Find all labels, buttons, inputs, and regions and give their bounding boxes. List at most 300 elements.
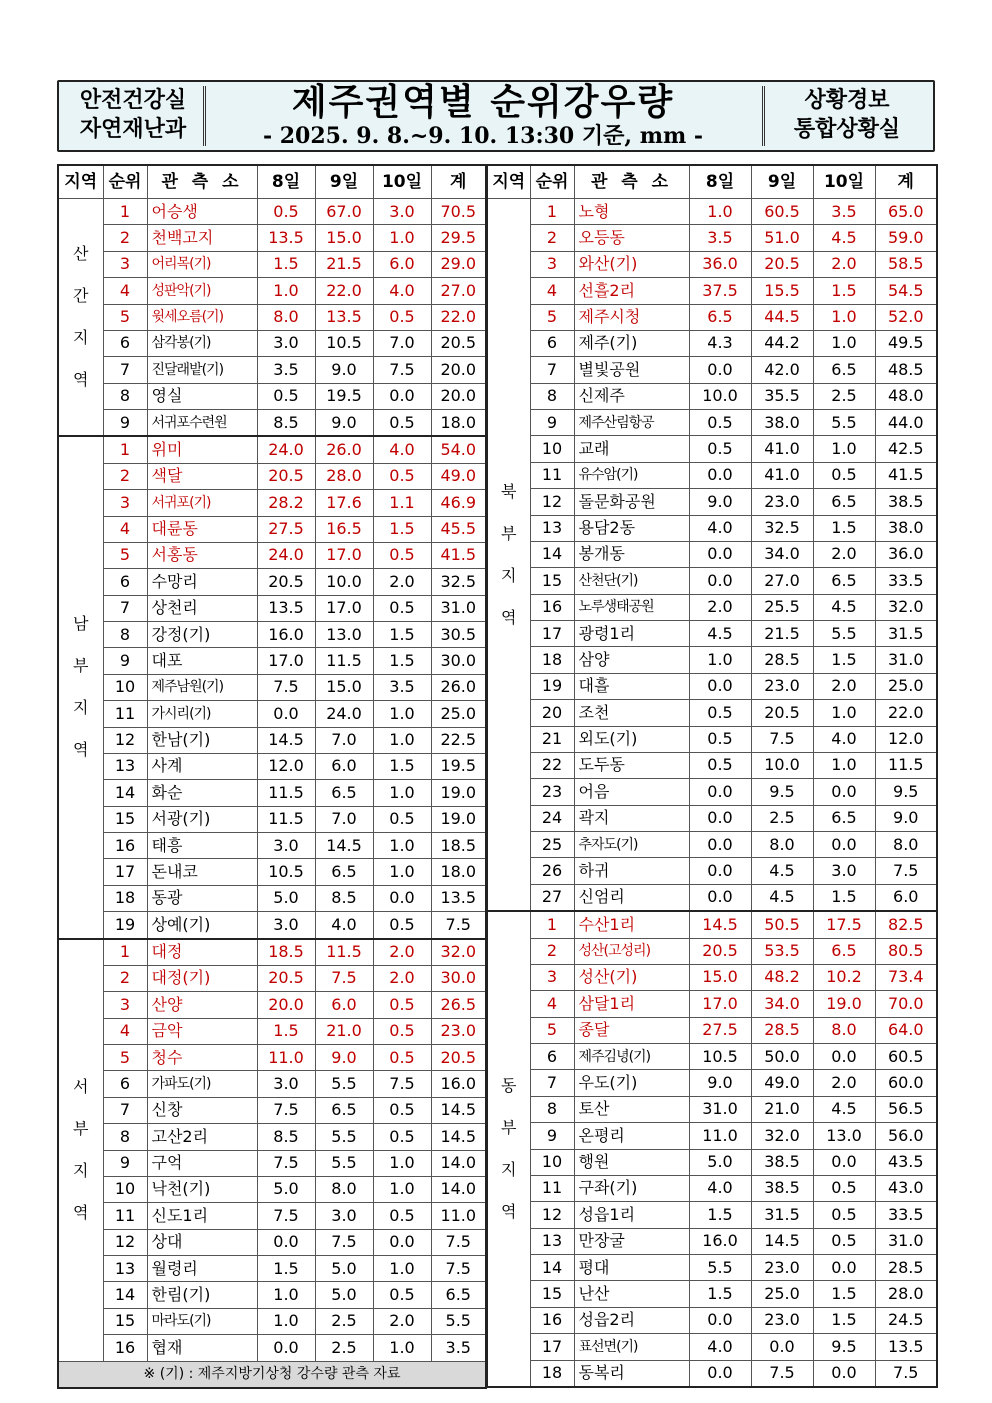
table-row — [58, 516, 486, 542]
total-value: 56.5 — [875, 1096, 937, 1122]
day9-value: 25.5 — [751, 594, 813, 620]
day8-value: 11.5 — [257, 780, 315, 806]
table-row — [487, 1334, 937, 1360]
rank-cell: 26 — [530, 858, 574, 884]
day10-value: 6.0 — [373, 251, 431, 277]
day8-value: 9.0 — [689, 1070, 751, 1096]
day9-value: 34.0 — [751, 991, 813, 1017]
day10-value: 5.5 — [813, 621, 875, 647]
total-value: 32.0 — [431, 939, 486, 966]
rank-cell: 19 — [530, 673, 574, 699]
total-value: 32.5 — [431, 569, 486, 595]
total-value: 18.0 — [431, 410, 486, 437]
station-name: 상대 — [147, 1229, 257, 1255]
day9-value: 32.5 — [751, 515, 813, 541]
rank-cell: 22 — [530, 752, 574, 778]
total-value: 7.5 — [431, 1256, 486, 1282]
day10-value: 0.5 — [373, 542, 431, 568]
day9-value: 44.5 — [751, 304, 813, 330]
day8-value: 13.5 — [257, 595, 315, 621]
table-row — [58, 648, 486, 674]
day10-value: 0.5 — [813, 462, 875, 488]
total-value: 23.0 — [431, 1018, 486, 1044]
total-value: 52.0 — [875, 304, 937, 330]
day10-value: 13.0 — [813, 1123, 875, 1149]
table-row — [58, 304, 486, 330]
table-row — [487, 594, 937, 620]
day10-value: 3.5 — [813, 199, 875, 225]
station-name: 대정 — [147, 939, 257, 966]
table-row — [58, 330, 486, 356]
day8-value: 10.5 — [257, 859, 315, 885]
day8-value: 0.0 — [257, 1335, 315, 1361]
table-row — [487, 779, 937, 805]
rank-cell: 6 — [530, 330, 574, 356]
table-row — [487, 1149, 937, 1175]
day10-value: 1.0 — [813, 436, 875, 462]
day8-value: 17.0 — [689, 991, 751, 1017]
table-row — [487, 304, 937, 330]
table-row — [58, 1124, 486, 1150]
day8-value: 0.0 — [689, 1360, 751, 1387]
total-value: 5.5 — [431, 1308, 486, 1334]
day9-value: 17.0 — [315, 595, 373, 621]
day9-value: 41.0 — [751, 436, 813, 462]
table-row — [58, 199, 486, 225]
total-value: 46.9 — [431, 490, 486, 516]
day10-value: 1.5 — [813, 1281, 875, 1307]
total-value: 42.5 — [875, 436, 937, 462]
table-row — [58, 278, 486, 304]
total-value: 7.5 — [431, 1229, 486, 1255]
total-value: 3.5 — [431, 1335, 486, 1361]
rank-cell: 8 — [530, 1096, 574, 1122]
table-row — [58, 225, 486, 251]
rank-cell: 3 — [103, 251, 147, 277]
table-row — [487, 726, 937, 752]
rank-cell: 25 — [530, 832, 574, 858]
day8-value: 0.5 — [257, 199, 315, 225]
day8-value: 8.5 — [257, 1124, 315, 1150]
day8-value: 4.0 — [689, 1175, 751, 1201]
total-value: 13.5 — [875, 1334, 937, 1360]
day10-value: 2.5 — [813, 383, 875, 409]
table-row — [58, 1308, 486, 1334]
col-header-station: 관 측 소 — [574, 165, 689, 199]
day8-value: 11.5 — [257, 806, 315, 832]
table-row — [487, 1123, 937, 1149]
day10-value: 19.0 — [813, 991, 875, 1017]
table-row — [487, 568, 937, 594]
rank-cell: 6 — [103, 330, 147, 356]
total-value: 6.0 — [875, 884, 937, 911]
total-value: 16.0 — [431, 1071, 486, 1097]
page-subtitle: - 2025. 9. 8.~9. 10. 13:30 기준, mm - — [262, 123, 704, 149]
total-value: 7.5 — [431, 912, 486, 939]
table-row — [487, 1175, 937, 1201]
day9-value: 14.5 — [315, 833, 373, 859]
day8-value: 5.5 — [689, 1255, 751, 1281]
station-name: 행원 — [574, 1149, 689, 1175]
region-name: 서부지역 — [73, 1077, 89, 1222]
day10-value: 4.5 — [813, 594, 875, 620]
day10-value: 1.0 — [373, 780, 431, 806]
region-label — [58, 199, 103, 437]
department-line-1: 안전건강실 — [79, 88, 187, 113]
day10-value: 0.5 — [813, 1202, 875, 1228]
col-header-day9: 9일 — [751, 165, 813, 199]
rank-cell: 15 — [530, 568, 574, 594]
day10-value: 0.5 — [373, 1203, 431, 1229]
total-value: 19.5 — [431, 753, 486, 779]
station-name: 하귀 — [574, 858, 689, 884]
day9-value: 23.0 — [751, 489, 813, 515]
day10-value: 0.0 — [373, 1229, 431, 1255]
col-header-day9: 9일 — [315, 165, 373, 199]
day10-value: 1.0 — [813, 700, 875, 726]
rank-cell: 18 — [103, 885, 147, 911]
table-header-row — [487, 165, 937, 199]
day10-value: 2.0 — [373, 1308, 431, 1334]
day10-value: 2.0 — [813, 251, 875, 277]
table-row — [58, 701, 486, 727]
day9-value: 6.0 — [315, 992, 373, 1018]
day9-value: 21.0 — [315, 1018, 373, 1044]
station-name: 수망리 — [147, 569, 257, 595]
region-name: 남부지역 — [73, 614, 89, 760]
day9-value: 0.0 — [751, 1334, 813, 1360]
rank-cell: 5 — [530, 304, 574, 330]
table-row — [487, 1096, 937, 1122]
day8-value: 3.0 — [257, 1071, 315, 1097]
total-value: 14.0 — [431, 1176, 486, 1202]
total-value: 36.0 — [875, 541, 937, 567]
table-row — [58, 490, 486, 516]
total-value: 22.0 — [875, 700, 937, 726]
day9-value: 9.0 — [315, 357, 373, 383]
day8-value: 3.5 — [689, 225, 751, 251]
day9-value: 51.0 — [751, 225, 813, 251]
station-name: 제주남원(기) — [147, 674, 257, 700]
day8-value: 0.0 — [689, 805, 751, 831]
rank-cell: 4 — [530, 991, 574, 1017]
table-row — [487, 1070, 937, 1096]
table-row — [487, 938, 937, 964]
rank-cell: 15 — [103, 1308, 147, 1334]
total-value: 56.0 — [875, 1123, 937, 1149]
station-name: 낙천(기) — [147, 1176, 257, 1202]
total-value: 30.0 — [431, 648, 486, 674]
table-row — [487, 251, 937, 277]
day8-value: 20.5 — [257, 965, 315, 991]
rank-cell: 12 — [530, 489, 574, 515]
day10-value: 0.0 — [813, 1149, 875, 1175]
rank-cell: 6 — [103, 1071, 147, 1097]
rank-cell: 13 — [103, 1256, 147, 1282]
total-value: 25.0 — [875, 673, 937, 699]
day9-value: 48.2 — [751, 964, 813, 990]
day10-value: 1.0 — [813, 330, 875, 356]
rank-cell: 5 — [103, 1045, 147, 1071]
total-value: 22.0 — [431, 304, 486, 330]
title-block — [209, 82, 757, 150]
rank-cell: 9 — [530, 410, 574, 436]
table-row — [487, 1044, 937, 1070]
station-name: 곽지 — [574, 805, 689, 831]
table-row — [487, 647, 937, 673]
rank-cell: 27 — [530, 884, 574, 911]
day9-value: 38.0 — [751, 410, 813, 436]
day8-value: 0.5 — [689, 700, 751, 726]
day9-value: 17.6 — [315, 490, 373, 516]
rank-cell: 21 — [530, 726, 574, 752]
rank-cell: 2 — [530, 938, 574, 964]
day10-value: 1.5 — [373, 622, 431, 648]
day9-value: 21.5 — [751, 621, 813, 647]
station-name: 도두동 — [574, 752, 689, 778]
rank-cell: 15 — [103, 806, 147, 832]
total-value: 31.5 — [875, 621, 937, 647]
station-name: 성읍1리 — [574, 1202, 689, 1228]
day10-value: 1.0 — [373, 727, 431, 753]
table-row — [487, 991, 937, 1017]
day10-value: 6.5 — [813, 568, 875, 594]
rank-cell: 6 — [530, 1044, 574, 1070]
day9-value: 20.5 — [751, 251, 813, 277]
station-name: 평대 — [574, 1255, 689, 1281]
day8-value: 0.0 — [689, 673, 751, 699]
table-row — [58, 1097, 486, 1123]
station-name: 유수암(기) — [574, 462, 689, 488]
day10-value: 7.5 — [373, 1071, 431, 1097]
rank-cell: 2 — [103, 463, 147, 489]
day8-value: 0.5 — [257, 383, 315, 409]
day9-value: 7.5 — [751, 726, 813, 752]
station-name: 색달 — [147, 463, 257, 489]
day9-value: 5.5 — [315, 1150, 373, 1176]
total-value: 65.0 — [875, 199, 937, 225]
day8-value: 0.5 — [689, 436, 751, 462]
day8-value: 13.5 — [257, 225, 315, 251]
total-value: 7.5 — [875, 858, 937, 884]
table-row — [487, 805, 937, 831]
day10-value: 2.0 — [373, 939, 431, 966]
day10-value: 0.5 — [373, 1018, 431, 1044]
table-row — [487, 858, 937, 884]
day8-value: 12.0 — [257, 753, 315, 779]
day9-value: 5.0 — [315, 1256, 373, 1282]
day9-value: 7.5 — [315, 1229, 373, 1255]
rank-cell: 23 — [530, 779, 574, 805]
day9-value: 7.0 — [315, 806, 373, 832]
station-name: 삼달1리 — [574, 991, 689, 1017]
station-name: 용담2동 — [574, 515, 689, 541]
day8-value: 11.0 — [689, 1123, 751, 1149]
office-block — [762, 86, 929, 146]
day9-value: 67.0 — [315, 199, 373, 225]
total-value: 48.0 — [875, 383, 937, 409]
station-name: 교래 — [574, 436, 689, 462]
day9-value: 6.5 — [315, 780, 373, 806]
day8-value: 0.0 — [689, 858, 751, 884]
rank-cell: 10 — [530, 1149, 574, 1175]
day10-value: 0.5 — [373, 410, 431, 437]
station-name: 태흥 — [147, 833, 257, 859]
rank-cell: 8 — [103, 622, 147, 648]
station-name: 돈내코 — [147, 859, 257, 885]
day8-value: 1.5 — [689, 1202, 751, 1228]
total-value: 19.0 — [431, 806, 486, 832]
day10-value: 1.5 — [813, 647, 875, 673]
station-name: 한림(기) — [147, 1282, 257, 1308]
col-header-rank: 순위 — [530, 165, 574, 199]
day9-value: 5.5 — [315, 1124, 373, 1150]
station-name: 만장굴 — [574, 1228, 689, 1254]
day10-value: 6.5 — [813, 489, 875, 515]
day9-value: 28.5 — [751, 1017, 813, 1043]
page-title: 제주권역별 순위강우량 — [291, 82, 675, 123]
total-value: 14.0 — [431, 1150, 486, 1176]
rank-cell: 9 — [103, 648, 147, 674]
day8-value: 1.5 — [257, 1018, 315, 1044]
rank-cell: 3 — [530, 251, 574, 277]
day9-value: 8.0 — [315, 1176, 373, 1202]
day10-value: 6.5 — [813, 357, 875, 383]
day8-value: 1.0 — [689, 199, 751, 225]
table-row — [487, 1017, 937, 1043]
total-value: 20.5 — [431, 330, 486, 356]
day8-value: 7.5 — [257, 1203, 315, 1229]
station-name: 구좌(기) — [574, 1175, 689, 1201]
left-rainfall-table — [57, 164, 487, 1389]
day10-value: 6.5 — [813, 938, 875, 964]
day10-value: 6.5 — [813, 805, 875, 831]
day10-value: 9.5 — [813, 1334, 875, 1360]
station-name: 서귀포수련원 — [147, 410, 257, 437]
day8-value: 10.0 — [689, 383, 751, 409]
day10-value: 0.0 — [813, 1360, 875, 1387]
total-value: 82.5 — [875, 911, 937, 938]
rank-cell: 13 — [530, 1228, 574, 1254]
total-value: 33.5 — [875, 1202, 937, 1228]
day9-value: 41.0 — [751, 462, 813, 488]
day10-value: 0.0 — [373, 383, 431, 409]
day10-value: 1.5 — [373, 648, 431, 674]
region-label — [487, 911, 530, 1387]
table-row — [58, 780, 486, 806]
station-name: 신창 — [147, 1097, 257, 1123]
total-value: 44.0 — [875, 410, 937, 436]
day8-value: 6.5 — [689, 304, 751, 330]
day8-value: 0.0 — [689, 779, 751, 805]
day10-value: 2.0 — [813, 541, 875, 567]
station-name: 신제주 — [574, 383, 689, 409]
day10-value: 3.5 — [373, 674, 431, 700]
day8-value: 0.5 — [689, 752, 751, 778]
rank-cell: 9 — [103, 1150, 147, 1176]
total-value: 22.5 — [431, 727, 486, 753]
day10-value: 1.0 — [813, 304, 875, 330]
rank-cell: 10 — [103, 674, 147, 700]
total-value: 54.5 — [875, 278, 937, 304]
col-header-total: 계 — [875, 165, 937, 199]
table-row — [58, 383, 486, 409]
table-row — [487, 884, 937, 911]
day9-value: 8.5 — [315, 885, 373, 911]
rank-cell: 19 — [103, 912, 147, 939]
table-row — [58, 436, 486, 463]
station-name: 산천단(기) — [574, 568, 689, 594]
day10-value: 0.5 — [373, 1097, 431, 1123]
region-name: 산간지역 — [73, 244, 89, 390]
day8-value: 0.0 — [689, 568, 751, 594]
day8-value: 5.0 — [689, 1149, 751, 1175]
col-header-day10: 10일 — [813, 165, 875, 199]
day8-value: 37.5 — [689, 278, 751, 304]
right-rainfall-table — [486, 164, 938, 1388]
day10-value: 0.5 — [373, 806, 431, 832]
day10-value: 1.0 — [373, 701, 431, 727]
day9-value: 26.0 — [315, 436, 373, 463]
day8-value: 14.5 — [689, 911, 751, 938]
rank-cell: 11 — [103, 701, 147, 727]
table-row — [487, 278, 937, 304]
table-row — [58, 1150, 486, 1176]
station-name: 표선면(기) — [574, 1334, 689, 1360]
day8-value: 31.0 — [689, 1096, 751, 1122]
day10-value: 4.5 — [813, 225, 875, 251]
day9-value: 2.5 — [315, 1335, 373, 1361]
station-name: 어리목(기) — [147, 251, 257, 277]
day9-value: 28.5 — [751, 647, 813, 673]
rank-cell: 9 — [530, 1123, 574, 1149]
day10-value: 1.0 — [373, 225, 431, 251]
rank-cell: 7 — [530, 1070, 574, 1096]
day8-value: 27.5 — [257, 516, 315, 542]
total-value: 43.5 — [875, 1149, 937, 1175]
col-header-region: 지역 — [58, 165, 103, 199]
day10-value: 2.0 — [813, 673, 875, 699]
total-value: 11.0 — [431, 1203, 486, 1229]
station-name: 성산(기) — [574, 964, 689, 990]
station-name: 대륜동 — [147, 516, 257, 542]
table-row — [487, 1360, 937, 1387]
rank-cell: 24 — [530, 805, 574, 831]
day8-value: 7.5 — [257, 1097, 315, 1123]
source-note: ※ (기) : 제주지방기상청 강수량 관측 자료 — [58, 1361, 486, 1388]
table-row — [58, 569, 486, 595]
rank-cell: 11 — [530, 462, 574, 488]
office-line-1: 상황경보 — [804, 88, 890, 113]
table-row — [58, 1282, 486, 1308]
day10-value: 1.0 — [373, 1176, 431, 1202]
table-row — [487, 1307, 937, 1333]
station-name: 가파도(기) — [147, 1071, 257, 1097]
rank-cell: 17 — [103, 859, 147, 885]
col-header-region: 지역 — [487, 165, 530, 199]
station-name: 신엄리 — [574, 884, 689, 911]
total-value: 73.4 — [875, 964, 937, 990]
day8-value: 0.0 — [257, 701, 315, 727]
table-row — [58, 1176, 486, 1202]
day8-value: 1.5 — [257, 251, 315, 277]
office-line-2: 통합상황실 — [793, 117, 901, 142]
table-row — [487, 1202, 937, 1228]
day8-value: 16.0 — [257, 622, 315, 648]
day8-value: 7.5 — [257, 674, 315, 700]
day10-value: 0.5 — [373, 1045, 431, 1071]
rank-cell: 1 — [530, 199, 574, 225]
